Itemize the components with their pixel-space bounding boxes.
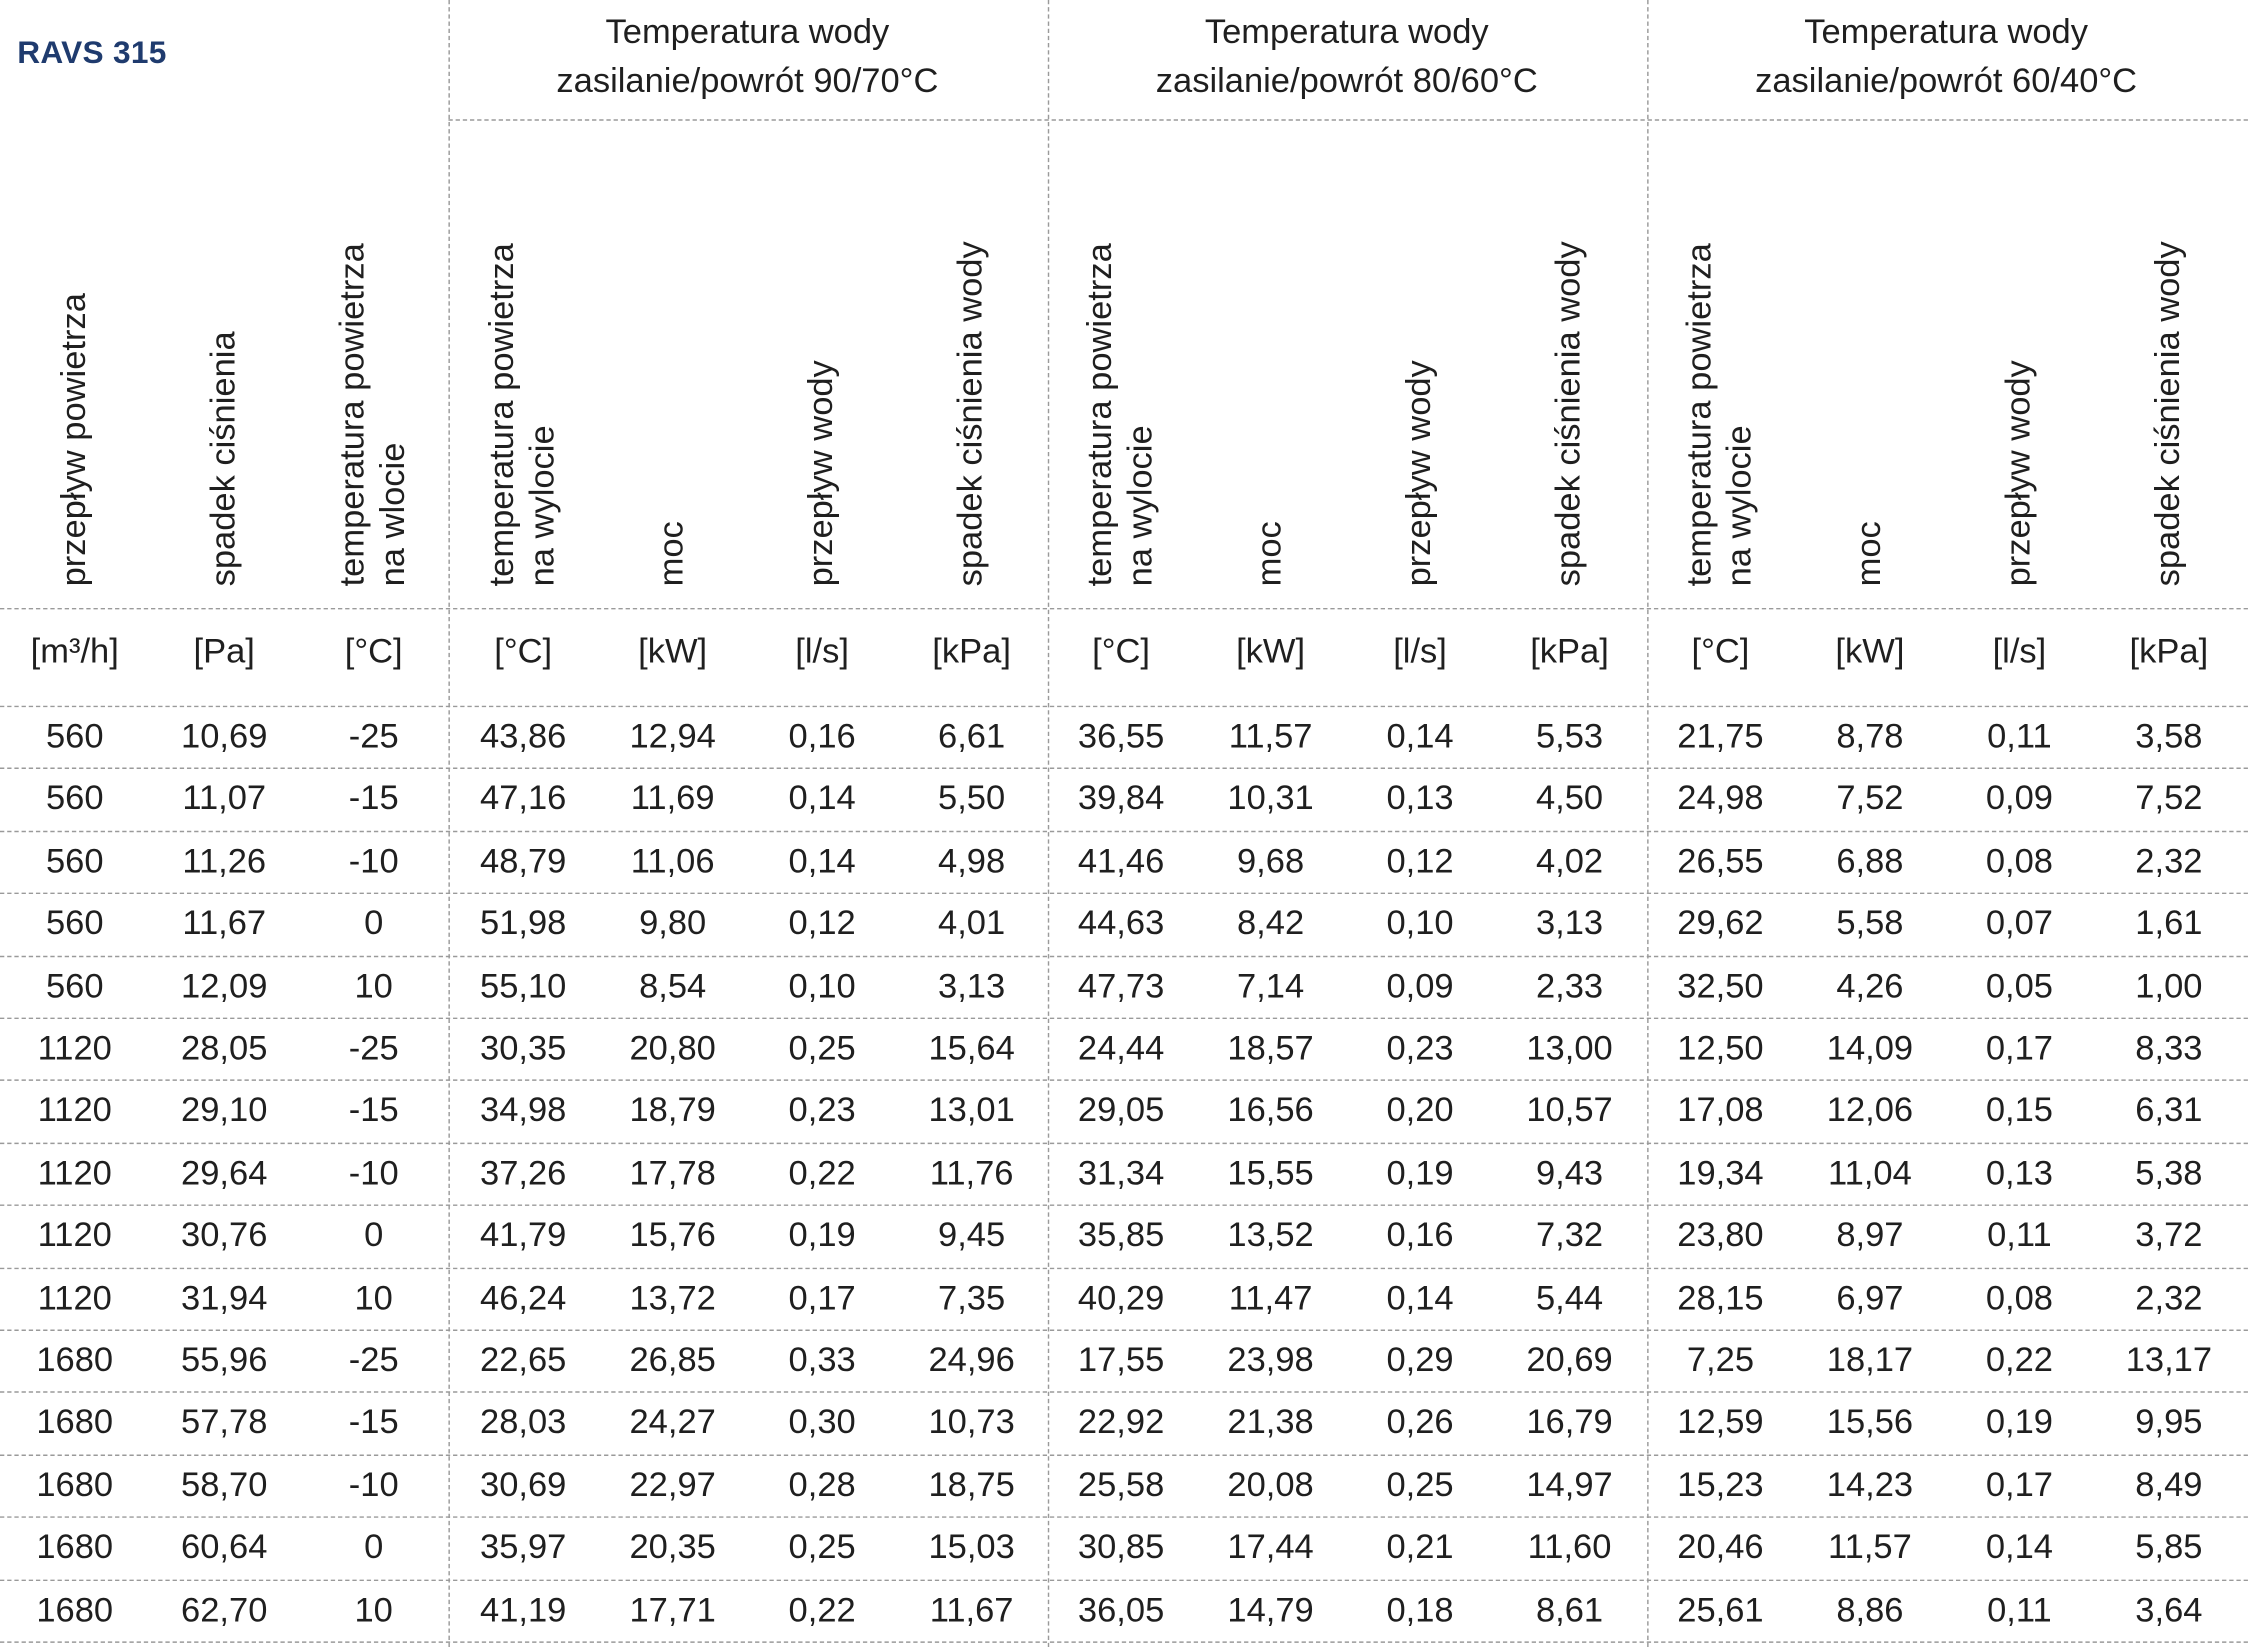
column-header [802, 360, 842, 586]
table-cell: 0,23 [1386, 1029, 1454, 1068]
table-cell: 22,92 [1077, 1403, 1165, 1443]
table-cell: 0,18 [1386, 1590, 1454, 1630]
table-cell: 1,61 [2135, 904, 2203, 944]
table-cell: -25 [348, 1029, 399, 1068]
table-cell: 13,52 [1227, 1216, 1314, 1256]
table-cell: 20,08 [1227, 1465, 1314, 1505]
column-header [1680, 243, 1760, 586]
column-header [2149, 241, 2189, 586]
table-cell: 31,94 [181, 1278, 268, 1318]
table-cell: 18,79 [629, 1091, 716, 1131]
table-cell: 8,54 [639, 966, 707, 1006]
table-cell: 24,98 [1677, 779, 1764, 819]
table-cell: 560 [45, 717, 104, 757]
column-header-line2: na wlocie [373, 442, 413, 587]
table-cell: 48,79 [480, 841, 567, 881]
table-cell: 12,59 [1677, 1403, 1764, 1443]
table-cell: 0,33 [788, 1341, 856, 1380]
table-cell: 18,17 [1826, 1341, 1914, 1380]
table-cell: 0,19 [788, 1216, 856, 1256]
table-cell: -10 [348, 841, 399, 881]
table-cell: 0,12 [788, 904, 856, 944]
table-cell: 0,28 [788, 1465, 856, 1505]
column-header [1999, 360, 2039, 586]
table-cell: 0,14 [788, 841, 856, 881]
column-header [951, 241, 991, 586]
table-cell: 0,25 [788, 1029, 856, 1068]
table-cell: 2,33 [1535, 966, 1604, 1006]
table-cell: 36,55 [1077, 717, 1165, 757]
column-header-line1: przepływ wody [802, 360, 841, 587]
table-cell: 13,72 [629, 1278, 716, 1318]
table-cell: 13,17 [2125, 1341, 2213, 1380]
table-cell: 23,98 [1227, 1341, 1314, 1380]
table-cell: 20,80 [629, 1029, 716, 1068]
table-cell: 17,44 [1227, 1528, 1314, 1567]
unit-label: [l/s] [795, 632, 849, 672]
table-cell: 10,69 [181, 717, 268, 757]
table-cell: 18,75 [928, 1465, 1015, 1505]
unit-label: [°C] [494, 632, 553, 672]
table-cell: -10 [348, 1153, 399, 1193]
table-cell: 0,08 [1985, 841, 2053, 881]
table-cell: 0,08 [1985, 1278, 2053, 1318]
group-header-line2: zasilanie/powrót 60/40°C [1755, 61, 2138, 101]
column-header-line1: moc [1849, 521, 1889, 587]
table-cell: 1680 [36, 1528, 114, 1567]
table-cell: 560 [45, 779, 104, 819]
table-cell: 0,10 [1386, 904, 1454, 944]
group-header-line2: zasilanie/powrót 80/60°C [1155, 61, 1538, 101]
table-cell: 13,01 [928, 1091, 1015, 1131]
table-cell: 3,13 [1535, 904, 1604, 944]
table-cell: 1120 [37, 1091, 112, 1131]
table-cell: 12,50 [1677, 1029, 1764, 1068]
table-cell: 24,44 [1077, 1029, 1165, 1068]
table-cell: 0,13 [1985, 1153, 2053, 1193]
table-cell: 26,85 [629, 1341, 716, 1380]
table-cell: 11,60 [1527, 1528, 1612, 1567]
unit-label: [m³/h] [30, 632, 119, 672]
table-cell: 0,19 [1985, 1403, 2053, 1443]
table-cell: 0,21 [1386, 1528, 1454, 1567]
column-header-line1: moc [652, 521, 692, 587]
table-cell: 5,85 [2135, 1528, 2203, 1567]
table-cell: 0 [364, 904, 384, 944]
table-cell: 28,05 [181, 1029, 268, 1068]
table-cell: 41,79 [480, 1216, 567, 1256]
column-header-line1: spadek ciśnienia [204, 331, 243, 587]
table-cell: 4,01 [938, 904, 1006, 944]
table-cell: 8,86 [1836, 1590, 1904, 1630]
table-cell: 3,64 [2135, 1590, 2203, 1630]
table-cell: 16,56 [1227, 1091, 1314, 1131]
table-cell: 5,50 [938, 779, 1006, 819]
table-cell: 0,14 [1985, 1528, 2053, 1567]
table-cell: 1680 [36, 1341, 114, 1380]
table-cell: 30,69 [480, 1465, 567, 1505]
group-header-2 [1048, 9, 1646, 107]
table-cell: 6,97 [1836, 1278, 1904, 1318]
column-header-line1: temperatura powietrza [482, 243, 522, 587]
table-cell: 43,86 [480, 717, 567, 757]
table-cell: 14,97 [1526, 1465, 1613, 1505]
column-header [204, 331, 244, 586]
table-cell: 13,00 [1526, 1029, 1613, 1068]
table-cell: 8,61 [1535, 1590, 1604, 1630]
unit-label: [kPa] [932, 632, 1011, 672]
table-cell: 0,07 [1985, 904, 2053, 944]
table-cell: 0,30 [788, 1403, 856, 1443]
table-cell: 39,84 [1077, 779, 1165, 819]
table-cell: 10,57 [1526, 1091, 1613, 1131]
table-cell: 0,17 [1985, 1465, 2053, 1505]
column-header-line2: na wylocie [1121, 425, 1160, 587]
table-cell: 1120 [37, 1153, 112, 1193]
table-cell: 7,25 [1686, 1341, 1755, 1380]
column-header-line1: przepływ powietrza [54, 293, 94, 587]
table-cell: 37,26 [480, 1153, 567, 1193]
table-cell: 6,88 [1836, 841, 1904, 881]
table-cell: 11,67 [182, 904, 267, 944]
table-cell: 17,55 [1077, 1341, 1165, 1380]
group-header-3 [1647, 9, 2245, 107]
table-cell: 7,14 [1236, 966, 1305, 1006]
column-header-line1: spadek ciśnienia wody [2148, 241, 2188, 587]
table-cell: 9,43 [1535, 1153, 1604, 1193]
table-cell: -15 [348, 1403, 399, 1443]
table-cell: 20,46 [1677, 1528, 1764, 1567]
column-header-line1: spadek ciśnienia wody [951, 241, 991, 587]
table-cell: 44,63 [1077, 904, 1165, 944]
table-cell: 0,20 [1386, 1091, 1454, 1131]
product-title: RAVS 315 [17, 34, 167, 71]
table-cell: 0,15 [1985, 1091, 2053, 1131]
table-cell: 0,14 [788, 779, 856, 819]
table-cell: 0,25 [788, 1528, 856, 1567]
table-cell: 15,64 [928, 1029, 1015, 1068]
unit-label: [kPa] [1530, 632, 1609, 672]
table-cell: 29,05 [1077, 1091, 1165, 1131]
table-cell: 0,14 [1386, 717, 1454, 757]
table-cell: 1680 [36, 1403, 114, 1443]
table-cell: 2,32 [2135, 841, 2203, 881]
table-cell: 7,52 [2135, 779, 2203, 819]
table-cell: 29,10 [181, 1091, 268, 1131]
table-cell: 11,04 [1828, 1153, 1912, 1193]
table-cell: -15 [348, 1091, 399, 1131]
table-cell: 9,68 [1236, 841, 1305, 881]
table-cell: 10 [354, 1590, 393, 1630]
table-cell: 0,17 [788, 1278, 856, 1318]
group-header-line1: Temperatura wody [1804, 12, 2088, 52]
table-cell: 10,31 [1227, 779, 1314, 819]
table-cell: 11,47 [1228, 1278, 1313, 1318]
column-header [55, 293, 95, 586]
column-header [333, 243, 413, 586]
table-cell: 8,97 [1836, 1216, 1904, 1256]
table-cell: 10,73 [928, 1403, 1015, 1443]
unit-label: [°C] [344, 632, 403, 672]
table-cell: 0,12 [1386, 841, 1454, 881]
row-divider [0, 608, 2248, 609]
table-cell: 15,23 [1677, 1465, 1764, 1505]
table-cell: 47,16 [480, 779, 567, 819]
unit-label: [l/s] [1992, 632, 2047, 672]
table-cell: 19,34 [1677, 1153, 1764, 1193]
table-cell: 0,22 [1985, 1341, 2053, 1380]
unit-label: [kW] [1236, 632, 1306, 672]
table-cell: 560 [45, 966, 104, 1006]
table-cell: 14,79 [1227, 1590, 1314, 1630]
table-cell: -15 [348, 779, 399, 819]
unit-label: [kW] [1835, 632, 1905, 672]
table-cell: 12,94 [629, 717, 716, 757]
table-cell: 3,72 [2135, 1216, 2203, 1256]
table-cell: 0,25 [1386, 1465, 1454, 1505]
table-cell: 1120 [37, 1278, 112, 1318]
table-cell: 36,05 [1077, 1590, 1165, 1630]
column-header-line2: na wylocie [1720, 425, 1760, 587]
table-cell: 4,50 [1535, 779, 1604, 819]
row-divider [0, 1641, 2248, 1642]
unit-label: [kW] [638, 632, 708, 672]
column-header [653, 521, 693, 586]
table-cell: 41,19 [480, 1590, 567, 1630]
table-cell: 20,69 [1526, 1341, 1613, 1380]
table-cell: 0,16 [1386, 1216, 1454, 1256]
group-header-1 [448, 9, 1046, 107]
table-cell: 30,76 [181, 1216, 268, 1256]
table-cell: 62,70 [181, 1590, 268, 1630]
column-header-line2: na wylocie [523, 425, 562, 587]
table-cell: 26,55 [1677, 841, 1764, 881]
table-cell: 10 [354, 1278, 393, 1318]
column-header [1400, 360, 1440, 586]
table-cell: 0 [364, 1528, 384, 1567]
table-cell: 31,34 [1077, 1153, 1165, 1193]
table-cell: 2,32 [2135, 1278, 2203, 1318]
column-header-line1: temperatura powietrza [333, 243, 373, 587]
column-header-line1: spadek ciśnienia wody [1549, 241, 1589, 587]
table-cell: 34,98 [480, 1091, 567, 1131]
unit-label: [l/s] [1393, 632, 1447, 672]
table-cell: 9,45 [938, 1216, 1006, 1256]
table-cell: 0,05 [1985, 966, 2053, 1006]
group-header-line1: Temperatura wody [1204, 12, 1489, 52]
table-cell: 7,35 [938, 1278, 1006, 1318]
table-cell: 3,13 [938, 966, 1006, 1006]
table-cell: 25,61 [1677, 1590, 1764, 1630]
table-cell: 24,27 [629, 1403, 716, 1443]
table-cell: 11,26 [182, 841, 267, 881]
table-cell: 560 [45, 904, 104, 944]
table-cell: 1120 [37, 1216, 112, 1256]
table-cell: 0,10 [788, 966, 856, 1006]
table-cell: 0 [364, 1216, 384, 1256]
table-cell: 0,11 [1987, 1590, 2052, 1630]
table-cell: 0,11 [1987, 1216, 2052, 1256]
table-cell: 15,55 [1227, 1153, 1314, 1193]
table-cell: 0,11 [1987, 717, 2052, 757]
unit-label: [°C] [1691, 632, 1750, 672]
table-cell: 14,23 [1826, 1465, 1914, 1505]
table-cell: 0,22 [788, 1590, 856, 1630]
table-cell: 25,58 [1077, 1465, 1165, 1505]
table-cell: 30,35 [480, 1029, 567, 1068]
table-cell: 5,38 [2135, 1153, 2203, 1193]
table-cell: 0,16 [788, 717, 856, 757]
table-cell: 8,33 [2135, 1029, 2203, 1068]
table-cell: 4,26 [1836, 966, 1904, 1006]
table-cell: 15,76 [629, 1216, 716, 1256]
table-cell: 35,85 [1077, 1216, 1165, 1256]
table-cell: 0,09 [1386, 966, 1454, 1006]
column-header [1081, 243, 1161, 586]
group-header-line1: Temperatura wody [605, 12, 890, 52]
table-cell: 6,31 [2135, 1091, 2203, 1131]
table-cell: 0,19 [1386, 1153, 1454, 1193]
table-cell: 1680 [36, 1590, 114, 1630]
table-cell: 21,38 [1227, 1403, 1314, 1443]
table-cell: 9,95 [2135, 1403, 2203, 1443]
column-header-line1: temperatura powietrza [1080, 243, 1120, 587]
table-cell: 12,09 [181, 966, 268, 1006]
table-cell: 58,70 [181, 1465, 268, 1505]
table-cell: 11,57 [1828, 1528, 1912, 1567]
table-cell: 4,02 [1535, 841, 1604, 881]
table-cell: 14,09 [1826, 1029, 1914, 1068]
table-cell: 17,08 [1677, 1091, 1764, 1131]
table-cell: 5,44 [1535, 1278, 1604, 1318]
table-cell: 5,53 [1535, 717, 1604, 757]
table-cell: 11,67 [929, 1590, 1014, 1630]
table-cell: 17,71 [629, 1590, 716, 1630]
table-cell: 21,75 [1677, 717, 1764, 757]
table-cell: 0,17 [1985, 1029, 2053, 1068]
table-cell: 0,23 [788, 1091, 856, 1131]
table-cell: 8,42 [1236, 904, 1305, 944]
table-cell: 24,96 [928, 1341, 1015, 1380]
row-divider [448, 119, 2247, 120]
table-cell: 32,50 [1677, 966, 1764, 1006]
column-header [1850, 521, 1890, 586]
table-cell: 3,58 [2135, 717, 2203, 757]
table-cell: -10 [348, 1465, 399, 1505]
table-cell: 46,24 [480, 1278, 567, 1318]
table-cell: 23,80 [1677, 1216, 1764, 1256]
column-header-line1: moc [1250, 521, 1290, 587]
table-cell: 8,78 [1836, 717, 1904, 757]
table-cell: -25 [348, 717, 399, 757]
table-cell: 28,15 [1677, 1278, 1764, 1318]
table-cell: 11,06 [630, 841, 715, 881]
table-cell: 17,78 [629, 1153, 716, 1193]
table-cell: 0,29 [1386, 1341, 1454, 1380]
table-cell: 51,98 [480, 904, 567, 944]
table-cell: 20,35 [629, 1528, 716, 1567]
table-cell: 47,73 [1077, 966, 1165, 1006]
table-cell: 40,29 [1077, 1278, 1165, 1318]
table-cell: 22,97 [629, 1465, 716, 1505]
table-cell: 11,76 [929, 1153, 1014, 1193]
table-cell: 10 [354, 966, 393, 1006]
table-cell: 11,07 [182, 779, 267, 819]
table-cell: 18,57 [1227, 1029, 1314, 1068]
table-cell: 22,65 [480, 1341, 567, 1380]
table-cell: 0,09 [1985, 779, 2053, 819]
unit-label: [°C] [1092, 632, 1151, 672]
unit-label: [kPa] [2129, 632, 2209, 672]
table-cell: 6,61 [938, 717, 1006, 757]
column-header [1250, 521, 1290, 586]
table-cell: 7,52 [1836, 779, 1904, 819]
table-cell: 11,57 [1228, 717, 1313, 757]
column-header-line1: przepływ wody [1999, 360, 2039, 587]
table-cell: 28,03 [480, 1403, 567, 1443]
table-cell: 1680 [36, 1465, 114, 1505]
column-header-line1: przepływ wody [1399, 360, 1439, 587]
table-cell: 29,64 [181, 1153, 268, 1193]
table-cell: 16,79 [1526, 1403, 1613, 1443]
table-cell: 41,46 [1077, 841, 1165, 881]
table-cell: 9,80 [639, 904, 707, 944]
table-cell: 12,06 [1826, 1091, 1914, 1131]
column-header-line1: temperatura powietrza [1680, 243, 1720, 587]
table-cell: 8,49 [2135, 1465, 2203, 1505]
table-cell: 0,14 [1386, 1278, 1454, 1318]
table-cell: 5,58 [1836, 904, 1904, 944]
table-cell: 15,03 [928, 1528, 1015, 1567]
table-cell: 560 [45, 841, 104, 881]
table-cell: 0,13 [1386, 779, 1454, 819]
column-header [483, 243, 563, 586]
table-cell: 11,69 [630, 779, 715, 819]
table-cell: 57,78 [181, 1403, 268, 1443]
table-cell: -25 [348, 1341, 399, 1380]
table-cell: 7,32 [1535, 1216, 1604, 1256]
table-cell: 30,85 [1077, 1528, 1165, 1567]
group-header-line2: zasilanie/powrót 90/70°C [556, 61, 939, 101]
table-cell: 1120 [37, 1029, 112, 1068]
table-cell: 35,97 [480, 1528, 567, 1567]
unit-label: [Pa] [193, 632, 255, 672]
column-header [1549, 241, 1589, 586]
table-cell: 29,62 [1677, 904, 1764, 944]
table-cell: 1,00 [2135, 966, 2203, 1006]
table-cell: 0,26 [1386, 1403, 1454, 1443]
table-cell: 55,10 [480, 966, 567, 1006]
table-cell: 60,64 [181, 1528, 268, 1567]
table-cell: 0,22 [788, 1153, 856, 1193]
table-cell: 4,98 [938, 841, 1006, 881]
table-cell: 55,96 [181, 1341, 268, 1380]
table-cell: 15,56 [1826, 1403, 1914, 1443]
